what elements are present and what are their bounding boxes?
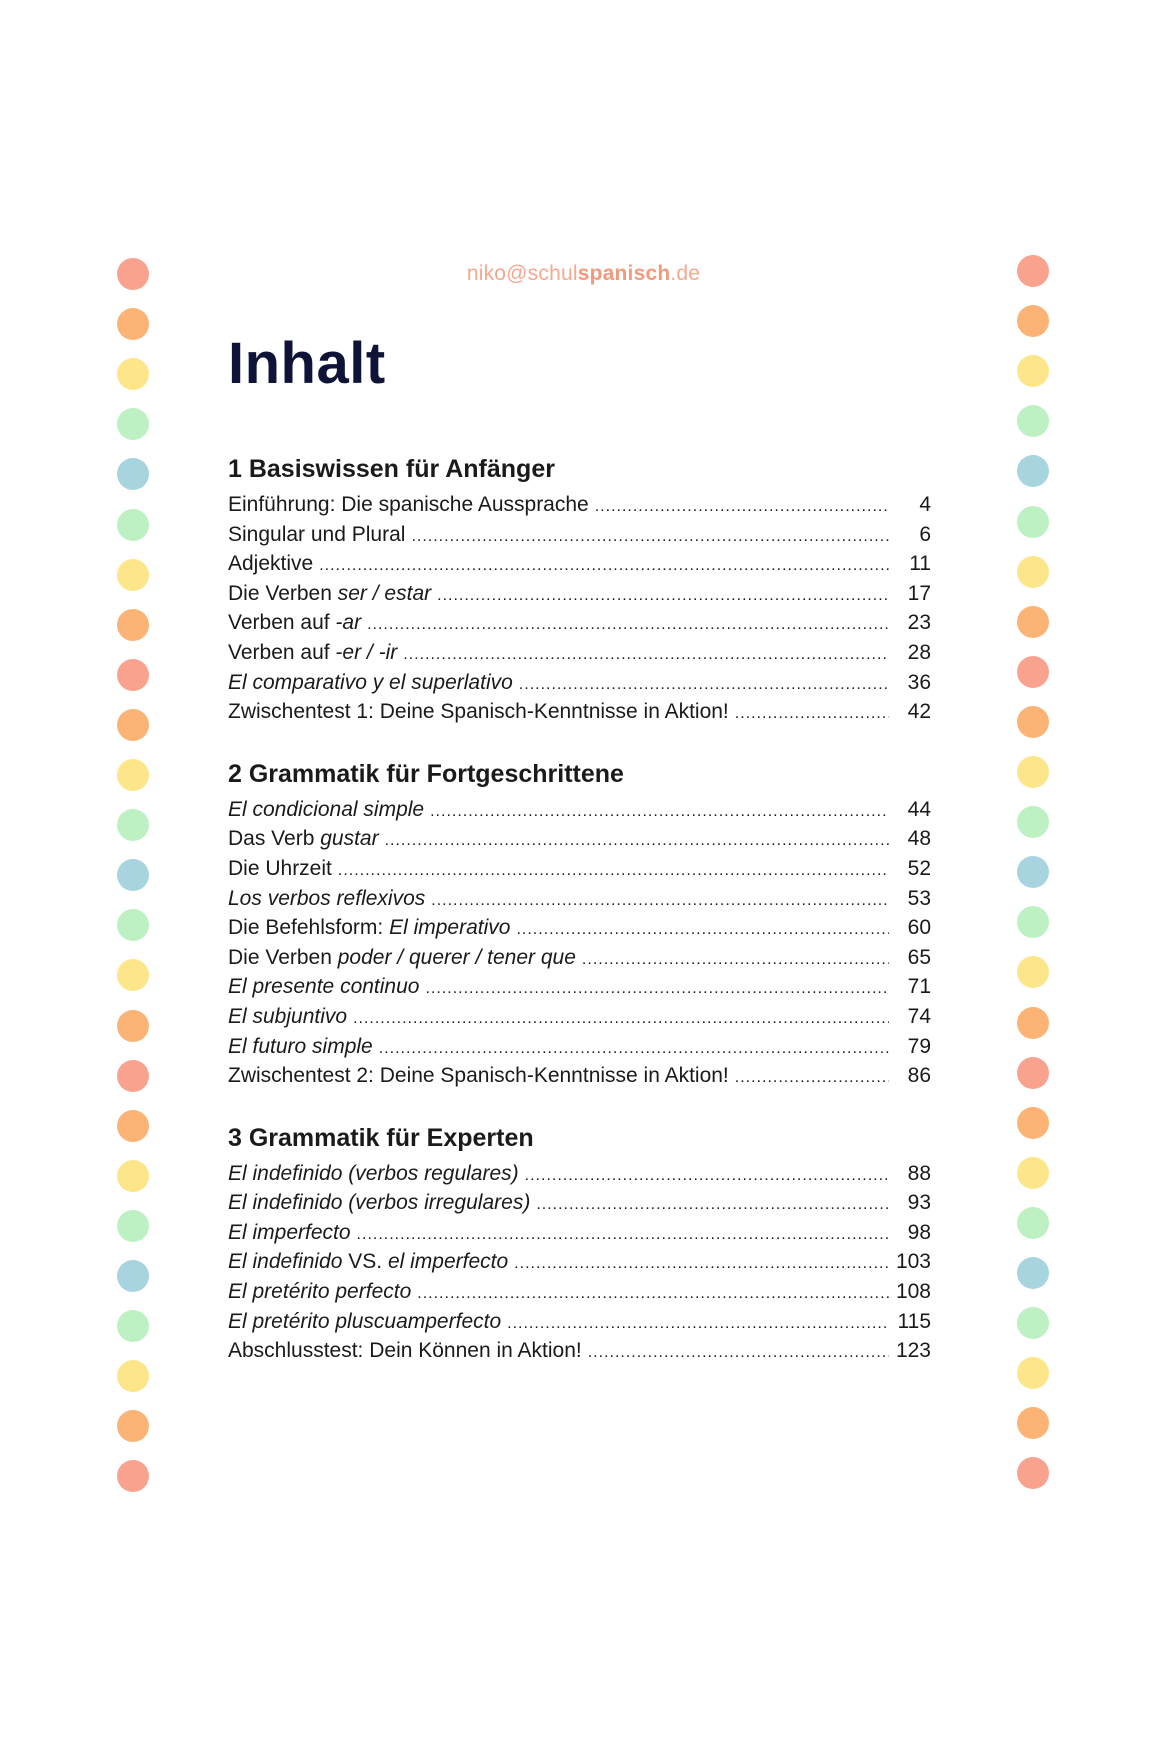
- dot-mint: [1017, 506, 1049, 538]
- label-part: Verben auf: [228, 611, 336, 635]
- toc-entry-label: [228, 1061, 729, 1091]
- dot-leader: [379, 1034, 889, 1064]
- toc-entry[interactable]: [228, 795, 931, 825]
- dot-mint: [1017, 906, 1049, 938]
- toc-entry-label: [228, 1277, 411, 1307]
- toc-entry-page: 71: [907, 975, 931, 999]
- label-italic-part: El indefinido: [228, 1250, 343, 1274]
- dot-leader: [525, 1161, 889, 1191]
- toc-entry-label: [228, 490, 589, 520]
- dot-orange: [1017, 1107, 1049, 1139]
- dot-mint: [117, 909, 149, 941]
- dot-mint: [1017, 806, 1049, 838]
- label-italic-part: El condicional simple: [228, 797, 425, 821]
- toc-entry[interactable]: [228, 1002, 931, 1032]
- dot-yellow: [117, 559, 149, 591]
- label-italic-part: El imperfecto: [228, 1220, 351, 1244]
- toc-entry[interactable]: [228, 1159, 931, 1189]
- dot-mint: [117, 1310, 149, 1342]
- toc-entry-label: [228, 520, 405, 550]
- toc-entry[interactable]: [228, 1061, 931, 1091]
- dot-leader: [582, 945, 889, 975]
- dot-orange: [117, 1110, 149, 1142]
- toc-entry-page: 17: [907, 581, 931, 605]
- toc-entry-label: [228, 1188, 530, 1218]
- toc-entry[interactable]: [228, 549, 931, 579]
- toc-entry-page: 60: [907, 916, 931, 940]
- toc-entry[interactable]: [228, 1307, 931, 1337]
- label-italic-part: El subjuntivo: [228, 1004, 348, 1028]
- toc-entry[interactable]: [228, 824, 931, 854]
- toc-entry[interactable]: [228, 1218, 931, 1248]
- toc-entry-page: 11: [909, 552, 931, 576]
- dot-coral: [1017, 1457, 1049, 1489]
- toc-entry-label: [228, 884, 425, 914]
- toc-entry[interactable]: [228, 638, 931, 668]
- dot-mint: [117, 1210, 149, 1242]
- dot-coral: [117, 1060, 149, 1092]
- toc-entry-page: 103: [895, 1250, 931, 1274]
- dot-yellow: [117, 959, 149, 991]
- toc-entry-label: [228, 972, 419, 1002]
- toc-entry-label: [228, 549, 313, 579]
- toc-entry[interactable]: [228, 668, 931, 698]
- toc-entry-page: 6: [919, 522, 931, 546]
- dot-leader: [430, 797, 889, 827]
- toc-entry-label: [228, 1002, 347, 1032]
- label-italic-part: El pretérito pluscuamperfecto: [228, 1309, 502, 1333]
- label-part: Die Befehlsform:: [228, 916, 390, 940]
- dot-yellow: [1017, 355, 1049, 387]
- label-italic-part: El futuro simple: [228, 1034, 373, 1058]
- dot-blue: [117, 1260, 149, 1292]
- dot-coral: [117, 1460, 149, 1492]
- dot-orange: [117, 308, 149, 340]
- label-part: Verben auf: [228, 640, 336, 664]
- email-bold: spanisch: [577, 262, 671, 285]
- label-part: Die Verben: [228, 945, 338, 969]
- dot-yellow: [117, 358, 149, 390]
- toc-entry-page: 98: [907, 1220, 931, 1244]
- toc-section: [228, 452, 931, 727]
- dot-mint: [1017, 1307, 1049, 1339]
- toc-entry-label: [228, 795, 424, 825]
- toc-entry-page: 53: [907, 886, 931, 910]
- email-suffix: .de: [670, 262, 701, 285]
- table-of-contents: [228, 452, 931, 1396]
- toc-entry[interactable]: [228, 608, 931, 638]
- label-italic-part: El indefinido (verbos regulares): [228, 1161, 519, 1185]
- toc-entry[interactable]: [228, 1336, 931, 1366]
- dot-orange: [1017, 305, 1049, 337]
- label-italic-part: -er / -ir: [335, 640, 398, 664]
- dot-yellow: [1017, 1157, 1049, 1189]
- dot-leader: [425, 974, 889, 1004]
- toc-entry-page: 4: [919, 493, 931, 516]
- dot-blue: [1017, 455, 1049, 487]
- dot-leader: [507, 1309, 889, 1339]
- dot-leader: [588, 1338, 889, 1368]
- label-part: VS.: [342, 1250, 388, 1274]
- dot-leader: [514, 1249, 889, 1279]
- toc-entry-label: [228, 1159, 519, 1189]
- toc-entry[interactable]: [228, 913, 931, 943]
- toc-entry-page: 23: [907, 611, 931, 635]
- dot-blue: [117, 458, 149, 490]
- label-italic-part: poder / querer / tener que: [337, 945, 576, 969]
- toc-entry-label: [228, 824, 379, 854]
- dot-orange: [117, 1010, 149, 1042]
- toc-entry-page: 108: [895, 1280, 931, 1304]
- toc-entry[interactable]: [228, 884, 931, 914]
- dot-yellow: [117, 1360, 149, 1392]
- dot-mint: [1017, 1207, 1049, 1239]
- dot-coral: [1017, 1057, 1049, 1089]
- dot-leader: [353, 1004, 889, 1034]
- toc-entry-page: 123: [895, 1339, 931, 1363]
- dot-mint: [1017, 405, 1049, 437]
- dot-yellow: [1017, 956, 1049, 988]
- dot-yellow: [1017, 556, 1049, 588]
- dot-leader: [403, 640, 889, 670]
- toc-section: [228, 757, 931, 1091]
- dot-blue: [117, 859, 149, 891]
- dot-orange: [1017, 706, 1049, 738]
- label-italic-part: El pretérito perfecto: [228, 1280, 412, 1304]
- toc-entry-page: 28: [907, 640, 931, 664]
- dot-leader: [735, 699, 889, 729]
- toc-entry[interactable]: [228, 943, 931, 973]
- dot-mint: [117, 509, 149, 541]
- dot-leader: [431, 886, 889, 916]
- label-part: Das Verb: [228, 827, 321, 851]
- toc-entry[interactable]: [228, 972, 931, 1002]
- dot-leader: [437, 581, 889, 611]
- toc-entry-label: [228, 1307, 501, 1337]
- toc-entry-label: [228, 913, 510, 943]
- dot-blue: [1017, 856, 1049, 888]
- section-heading: 3 Grammatik für Experten: [228, 1123, 534, 1152]
- toc-entry-page: 93: [907, 1191, 931, 1215]
- toc-entry[interactable]: [228, 854, 931, 884]
- toc-entry-label: [228, 1336, 582, 1366]
- dot-coral: [1017, 656, 1049, 688]
- dot-orange: [117, 709, 149, 741]
- label-italic-part: ser / estar: [337, 581, 432, 605]
- toc-entry-page: 74: [907, 1004, 931, 1028]
- toc-entry-label: [228, 638, 397, 668]
- dot-coral: [117, 659, 149, 691]
- dot-yellow: [117, 1160, 149, 1192]
- label-part: Einführung: Die spanische Aussprache: [228, 493, 589, 516]
- toc-entry[interactable]: [228, 579, 931, 609]
- toc-entry-page: 52: [907, 856, 931, 880]
- toc-entry-page: 48: [907, 827, 931, 851]
- toc-entry-page: 86: [907, 1064, 931, 1088]
- dot-mint: [117, 408, 149, 440]
- label-italic-part: el imperfecto: [387, 1250, 509, 1274]
- dot-leader: [536, 1190, 889, 1220]
- dot-orange: [117, 609, 149, 641]
- label-part: Adjektive: [228, 552, 314, 576]
- toc-entry-label: [228, 943, 576, 973]
- toc-entry-label: [228, 854, 332, 884]
- toc-entry[interactable]: [228, 1188, 931, 1218]
- dot-orange: [1017, 1007, 1049, 1039]
- label-italic-part: El comparativo y el superlativo: [228, 670, 513, 694]
- label-italic-part: El presente continuo: [228, 975, 420, 999]
- dot-leader: [417, 1279, 889, 1309]
- toc-entry-label: [228, 579, 431, 609]
- label-italic-part: gustar: [320, 827, 379, 851]
- label-part: Die Uhrzeit: [228, 856, 332, 880]
- label-part: Zwischentest 1: Deine Spanisch-Kenntnisse in Aktion!: [228, 700, 729, 724]
- dot-leader: [735, 1063, 889, 1093]
- dot-leader: [516, 915, 889, 945]
- dot-leader: [367, 610, 889, 640]
- toc-entry-label: [228, 668, 513, 698]
- toc-entry-label: [228, 1032, 373, 1062]
- toc-entry-label: [228, 1247, 508, 1277]
- dot-yellow: [1017, 1357, 1049, 1389]
- dot-yellow: [117, 759, 149, 791]
- dot-blue: [1017, 1257, 1049, 1289]
- dot-orange: [1017, 1407, 1049, 1439]
- toc-entry-label: [228, 1218, 351, 1248]
- dot-leader: [338, 856, 889, 886]
- header-email: [0, 262, 1167, 286]
- toc-entry[interactable]: [228, 697, 931, 727]
- toc-entry[interactable]: [228, 490, 931, 520]
- label-part: Zwischentest 2: Deine Spanisch-Kenntnisse in Aktion!: [228, 1064, 729, 1088]
- label-italic-part: -ar: [335, 611, 362, 635]
- page-title: Inhalt: [228, 331, 386, 396]
- label-part: Die Verben: [228, 581, 338, 605]
- toc-entry-page: 115: [897, 1309, 931, 1333]
- label-part: Abschlusstest: Dein Können in Aktion!: [228, 1339, 582, 1363]
- label-part: Singular und Plural: [228, 522, 406, 546]
- toc-entry-page: 42: [907, 700, 931, 724]
- toc-entry-label: [228, 697, 729, 727]
- dot-mint: [117, 809, 149, 841]
- label-italic-part: El imperativo: [389, 916, 511, 940]
- toc-section: [228, 1121, 931, 1366]
- toc-entry-page: 65: [907, 945, 931, 969]
- email-prefix: niko@schul: [466, 262, 578, 285]
- dot-leader: [595, 492, 889, 522]
- dot-leader: [385, 826, 889, 856]
- dot-leader: [319, 551, 889, 581]
- dot-leader: [411, 522, 889, 552]
- section-heading: 1 Basiswissen für Anfänger: [228, 455, 555, 483]
- toc-entry-page: 79: [907, 1034, 931, 1058]
- dot-orange: [117, 1410, 149, 1442]
- dot-orange: [1017, 606, 1049, 638]
- toc-entry-page: 88: [907, 1161, 931, 1185]
- toc-entry-label: [228, 608, 361, 638]
- dot-leader: [519, 670, 889, 700]
- toc-entry[interactable]: [228, 520, 931, 550]
- label-italic-part: El indefinido (verbos irregulares): [228, 1191, 531, 1215]
- dot-leader: [357, 1220, 889, 1250]
- toc-entry[interactable]: [228, 1247, 931, 1277]
- toc-entry[interactable]: [228, 1277, 931, 1307]
- label-italic-part: Los verbos reflexivos: [228, 886, 426, 910]
- toc-entry-page: 44: [907, 797, 931, 821]
- toc-entry-page: 36: [907, 670, 931, 694]
- section-heading: 2 Grammatik für Fortgeschrittene: [228, 759, 624, 788]
- dot-yellow: [1017, 756, 1049, 788]
- toc-entry[interactable]: [228, 1032, 931, 1062]
